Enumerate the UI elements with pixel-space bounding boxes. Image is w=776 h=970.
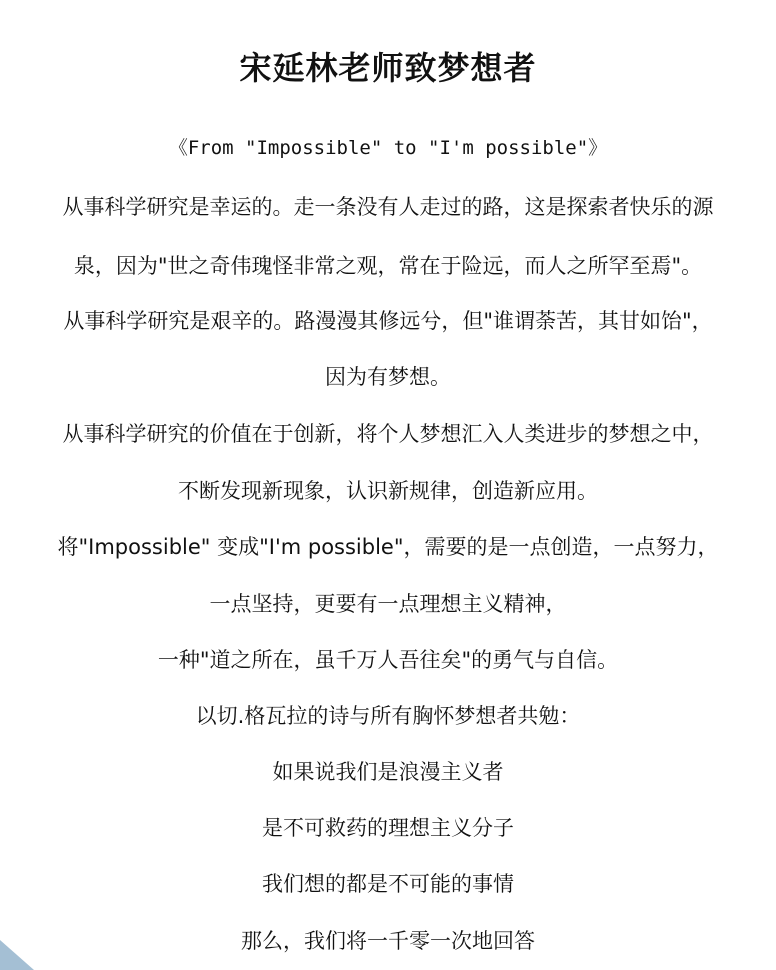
text-line: 是不可救药的理想主义分子	[262, 816, 514, 840]
document-title: 宋延林老师致梦想者	[239, 49, 537, 87]
text-line: 因为有梦想。	[325, 365, 451, 389]
text-line: 从事科学研究是艰辛的。路漫漫其修远兮，但"谁谓荼苦，其甘如饴"，	[63, 309, 713, 333]
text-line: 一点坚持，更要有一点理想主义精神，	[209, 592, 567, 616]
document-subtitle: 《From "Impossible" to "I'm possible"》	[168, 137, 608, 159]
text-line: 不断发现新现象，认识新规律，创造新应用。	[178, 479, 598, 503]
text-line: 从事科学研究是幸运的。走一条没有人走过的路，这是探索者快乐的源	[62, 195, 714, 219]
text-line: 我们想的都是不可能的事情	[262, 872, 514, 896]
text-line: 泉，因为"世之奇伟瑰怪非常之观，常在于险远，而人之所罕至焉"。	[73, 254, 703, 278]
corner-decoration	[0, 940, 34, 970]
text-line: 如果说我们是浪漫主义者	[272, 760, 504, 784]
text-line: 以切.格瓦拉的诗与所有胸怀梦想者共勉：	[195, 704, 581, 728]
text-line: 从事科学研究的价值在于创新，将个人梦想汇入人类进步的梦想之中，	[62, 422, 714, 446]
text-line: 一种"道之所在，虽千万人吾往矣"的勇气与自信。	[157, 648, 619, 672]
text-line: 将"Impossible" 变成"I'm possible"，需要的是一点创造，一点努力，	[57, 535, 719, 559]
text-line: 那么，我们将一千零一次地回答	[241, 929, 535, 953]
